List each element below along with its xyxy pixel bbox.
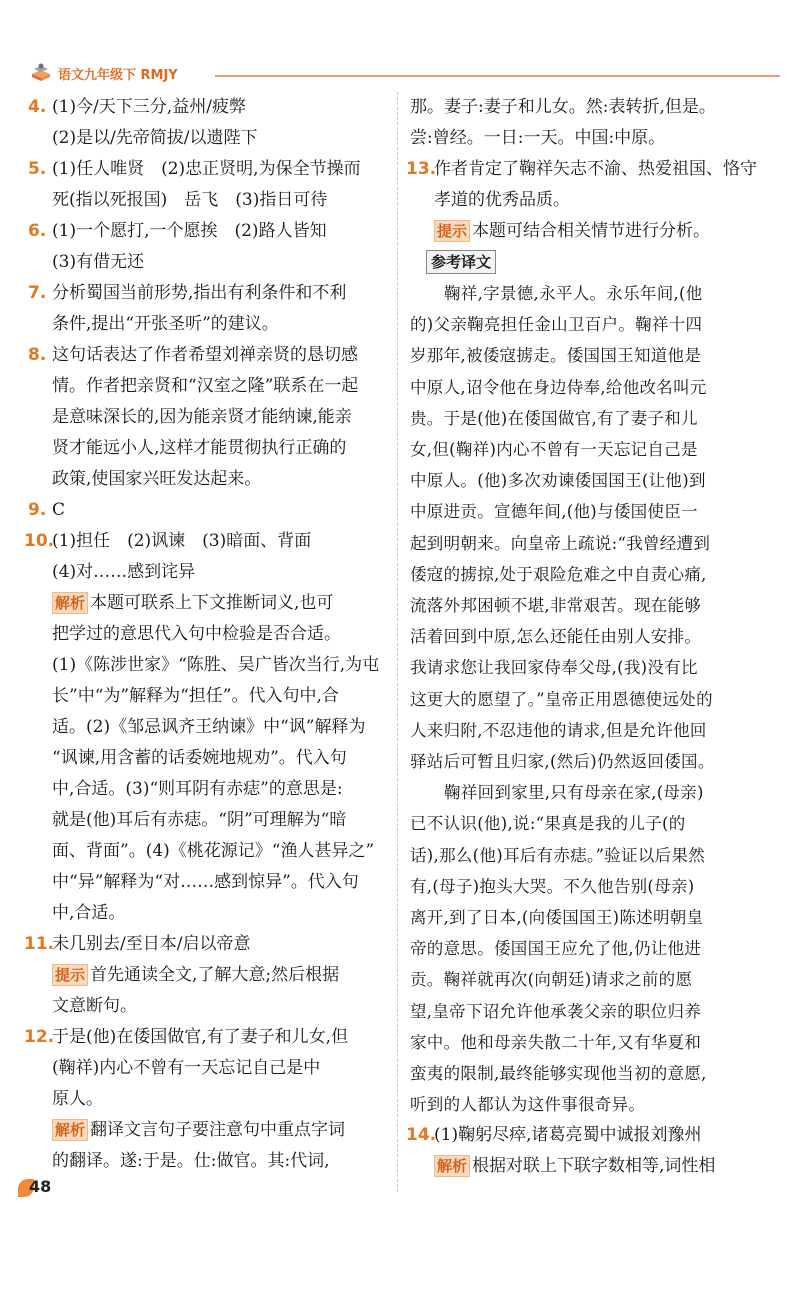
- text-line: (3)有借无还: [52, 252, 145, 272]
- note-text: 文意断句。: [52, 996, 137, 1016]
- translation-line: 中原人,诏令他在身边侍奉,给他改名叫元: [410, 377, 707, 397]
- note-text: 就是(他)耳后有赤痣。“阴”可理解为“暗: [52, 810, 347, 830]
- translation-line: 中原人。(他)多次劝谏倭国国王(让他)到: [410, 471, 706, 491]
- note-line: [52, 588, 390, 619]
- translation-line: 已不认识(他),说:“果真是我的儿子(的: [410, 814, 686, 834]
- text-line: 分析蜀国当前形势,指出有利条件和不利: [52, 283, 347, 303]
- note-text: 把学过的意思代入句中检验是否合适。: [52, 624, 341, 644]
- note-text: “讽谏,用含蓄的话委婉地规劝”。代入句: [52, 748, 347, 768]
- translation-line: 鞠祥回到家里,只有母亲在家,(母亲): [444, 783, 704, 803]
- text-line: (1)一个愿打,一个愿挨 (2)路人皆知: [52, 221, 327, 241]
- note-text: 首先通读全文,了解大意;然后根据: [90, 965, 340, 985]
- text-line: 贤才能远小人,这样才能贯彻执行正确的: [52, 438, 347, 458]
- reference-translation-label-row: [410, 247, 770, 278]
- text-line: 孝道的优秀品质。: [434, 190, 570, 210]
- translation-line: 话),那么(他)耳后有赤痣。”验证以后果然: [410, 845, 706, 865]
- translation-line: 岁那年,被倭寇掳走。倭国国王知道他是: [410, 346, 702, 366]
- page-number-badge: [18, 1177, 58, 1201]
- answer-item: [28, 340, 390, 495]
- translation-line: 贡。鞠祥就再次(向朝廷)请求之前的愿: [410, 970, 693, 990]
- note-text: 本题可联系上下文推断词义,也可: [90, 593, 334, 613]
- text-line: 情。作者把亲贤和“汉室之隆”联系在一起: [52, 376, 359, 396]
- book-title: 语文九年级下 RMJY: [58, 68, 178, 83]
- analysis-line: [434, 1151, 770, 1182]
- answer-item: [24, 526, 390, 929]
- text-line: (4)对……感到诧异: [52, 562, 196, 582]
- translation-line: 鞠祥,字景德,永平人。永乐年间,(他: [444, 284, 703, 303]
- translation-line: 贵。于是(他)在倭国做官,有了妻子和儿: [410, 408, 698, 428]
- answer-14: [406, 1120, 770, 1182]
- hint-tag: 提示: [434, 220, 470, 242]
- translation-line: 有,(母子)抱头大哭。不久他告别(母亲): [410, 876, 695, 896]
- translation-line: 家中。他和母亲失散二十年,又有华夏和: [410, 1032, 702, 1052]
- reference-translation-label: 参考译文: [426, 250, 496, 274]
- text-line: 是意味深长的,因为能亲贤才能纳谏,能亲: [52, 407, 352, 427]
- hint-text: 本题可结合相关情节进行分析。: [472, 221, 711, 241]
- text-line: 作者肯定了鞠祥矢志不渝、热爱祖国、恪守: [434, 159, 757, 179]
- hint-tag: 提示: [52, 964, 88, 986]
- analysis-tag: 解析: [434, 1155, 470, 1177]
- translation-line: 的)父亲鞠亮担任金山卫百户。鞠祥十四: [410, 315, 703, 335]
- answer-item: [28, 495, 390, 526]
- note-line: [52, 743, 390, 774]
- translation-line: 我请求您让我回家侍奉父母,(我)没有比: [410, 658, 698, 678]
- question-number: 11.: [24, 934, 55, 954]
- page-number: 48: [29, 1177, 52, 1196]
- text-line: (1)鞠躬尽瘁,诸葛亮蜀中诚报刘豫州: [434, 1125, 702, 1146]
- translation-line: 离开,到了日本,(向倭国国王)陈述明朝皇: [410, 908, 704, 928]
- text-line: 于是(他)在倭国做官,有了妻子和儿女,但: [52, 1027, 349, 1047]
- translation-line: 听到的人都认为这件事很奇异。: [410, 1095, 646, 1115]
- answer-item: [28, 216, 390, 278]
- note-line: [52, 712, 390, 743]
- note-text: 适。(2)《邹忌讽齐王纳谏》中“讽”解释为: [52, 717, 366, 737]
- translation-line: 起到明朝来。向皇帝上疏说:“我曾经遭到: [410, 533, 711, 553]
- note-text: 面、背面”。(4)《桃花源记》“渔人甚异之”: [52, 841, 375, 861]
- note-line: [52, 650, 390, 681]
- question-number: 12.: [24, 1027, 55, 1047]
- note-text: 中,合适。(3)“则耳阴有赤痣”的意思是:: [52, 779, 343, 799]
- left-column: [24, 92, 390, 1177]
- answer-item: [24, 929, 390, 1022]
- translation-line: 活着回到中原,怎么还能任由别人安排。: [410, 627, 702, 647]
- note-line: [52, 774, 390, 805]
- text-line: (1)担任 (2)讽谏 (3)暗面、背面: [52, 531, 312, 551]
- text-line: 未几别去/至日本/启以帝意: [52, 934, 251, 954]
- note-line: [52, 836, 390, 867]
- translation-line: 望,皇帝下诏允许他承袭父亲的职位归养: [410, 1001, 702, 1021]
- continued-answer: [410, 92, 770, 154]
- text-line: (鞠祥)内心不曾有一天忘记自己是中: [52, 1058, 321, 1078]
- text-line: 这句话表达了作者希望刘禅亲贤的恳切感: [52, 345, 358, 365]
- translation-line: 这更大的愿望了。”皇帝正用恩德使远处的: [410, 689, 713, 709]
- note-line: [52, 805, 390, 836]
- header-rule: [215, 75, 780, 77]
- text-line: 死(指以死报国) 岳飞 (3)指日可待: [52, 190, 328, 210]
- note-line: [52, 681, 390, 712]
- answer-13: [406, 154, 770, 247]
- text-line: 尝:曾经。一日:一天。中国:中原。: [410, 128, 666, 148]
- answer-item: [28, 154, 390, 216]
- analysis-text: 根据对联上下联字数相等,词性相: [472, 1156, 716, 1177]
- question-number: 9.: [28, 500, 47, 520]
- question-number: 13.: [406, 159, 437, 179]
- note-line: [52, 991, 390, 1022]
- note-line: [52, 867, 390, 898]
- analysis-tag: 解析: [52, 592, 88, 614]
- question-number: 8.: [28, 345, 47, 365]
- note-text: 长”中“为”解释为“担任”。代入句中,合: [52, 686, 339, 706]
- text-line: (1)任人唯贤 (2)忠正贤明,为保全节操而: [52, 159, 361, 179]
- translation-line: 流落外邦困顿不堪,非常艰苦。现在能够: [410, 596, 702, 616]
- answer-item: [28, 278, 390, 340]
- question-number: 7.: [28, 283, 47, 303]
- note-line: [52, 1115, 390, 1146]
- right-column: [406, 92, 770, 1182]
- note-text: (1)《陈涉世家》“陈胜、吴广皆次当行,为屯: [52, 655, 380, 675]
- note-line: [52, 619, 390, 650]
- translation-line: 帝的意思。倭国国王应允了他,仍让他进: [410, 939, 702, 959]
- note-text: 中“异”解释为“对……感到惊异”。代入句: [52, 872, 359, 892]
- question-number: 5.: [28, 159, 47, 179]
- analysis-tag: 解析: [52, 1119, 88, 1141]
- translation-line: 驿站后可暂且归家,(然后)仍然返回倭国。: [410, 752, 715, 772]
- translation-line: 蛮夷的限制,最终能够实现他当初的意愿,: [410, 1064, 707, 1084]
- translation-paragraph-2: [410, 777, 770, 1120]
- page-header: [30, 62, 750, 84]
- translation-paragraph-1: [410, 278, 770, 777]
- text-line: (2)是以/先帝简拔/以遗陛下: [52, 128, 258, 148]
- text-line: C: [52, 500, 66, 520]
- text-line: 政策,使国家兴旺发达起来。: [52, 469, 262, 489]
- book-stack-icon: [30, 62, 52, 82]
- answer-item: [28, 92, 390, 154]
- answer-item: [24, 1022, 390, 1177]
- question-number: 10.: [24, 531, 55, 551]
- translation-line: 中原进贡。宣德年间,(他)与倭国使臣一: [410, 502, 698, 522]
- question-number: 4.: [28, 97, 47, 117]
- note-text: 中,合适。: [52, 903, 126, 923]
- question-number: 6.: [28, 221, 47, 241]
- translation-line: 倭寇的掳掠,处于艰险危难之中自责心痛,: [410, 564, 707, 584]
- note-text: 翻译文言句子要注意句中重点字词: [90, 1120, 346, 1140]
- note-line: [52, 960, 390, 991]
- translation-line: 人来归附,不忍违他的请求,但是允许他回: [410, 720, 707, 740]
- text-line: (1)今/天下三分,益州/疲弊: [52, 97, 246, 117]
- hint-line: [434, 216, 770, 247]
- question-number: 14.: [406, 1125, 437, 1146]
- text-line: 原人。: [52, 1089, 103, 1109]
- text-line: 条件,提出“开张圣听”的建议。: [52, 314, 279, 334]
- note-line: [52, 898, 390, 929]
- translation-line: 女,但(鞠祥)内心不曾有一天忘记自己是: [410, 440, 698, 460]
- text-line: 那。妻子:妻子和儿女。然:表转折,但是。: [410, 97, 716, 117]
- column-divider: [397, 92, 398, 1192]
- note-text: 的翻译。遂:于是。仕:做官。其:代词,: [52, 1151, 330, 1171]
- note-line: [52, 1146, 390, 1177]
